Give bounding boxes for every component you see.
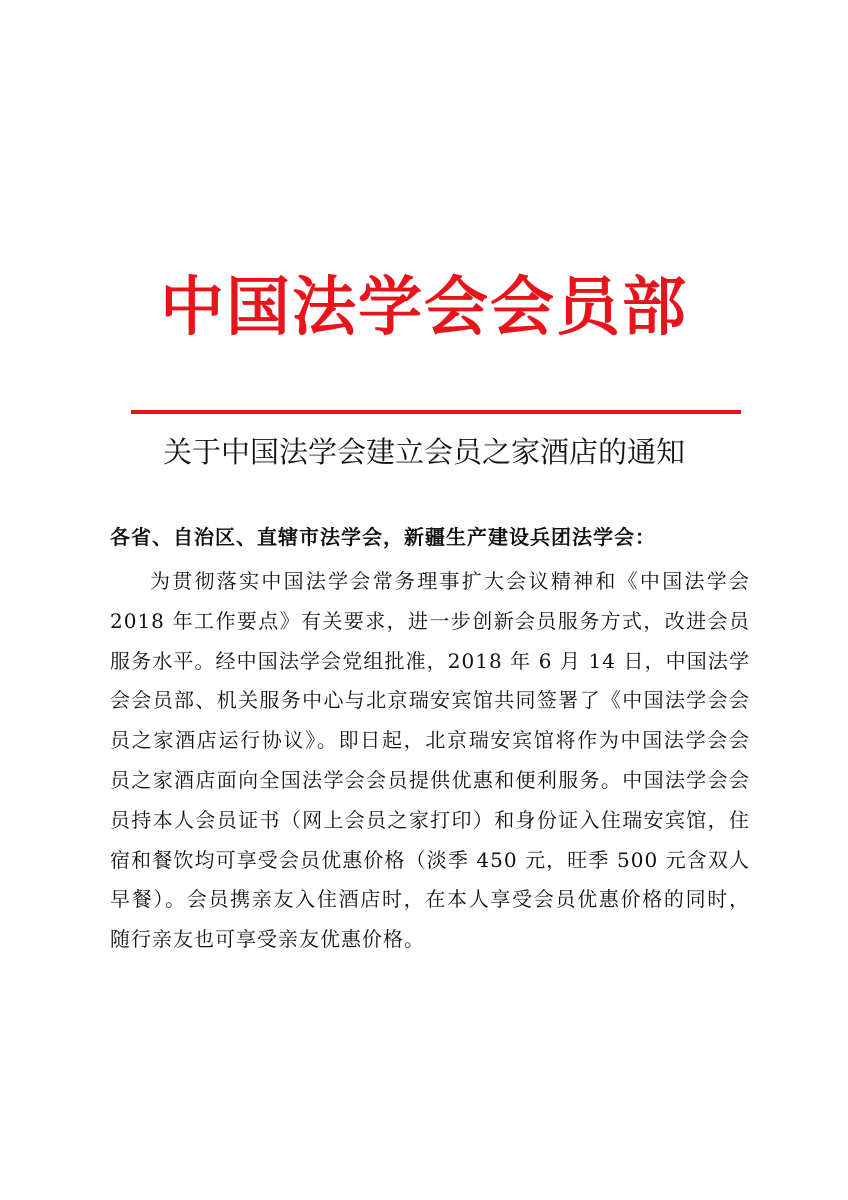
- notice-salutation: 各省、自治区、直辖市法学会，新疆生产建设兵团法学会：: [110, 525, 656, 549]
- letterhead-divider: [131, 410, 741, 414]
- letterhead-title: 中国法学会会员部: [160, 271, 688, 345]
- notice-title: 关于中国法学会建立会员之家酒店的通知: [162, 435, 685, 469]
- notice-body-paragraph: 为贯彻落实中国法学会常务理事扩大会议精神和《中国法学会 2018 年工作要点》有关要求，进一步创新会员服务方式，改进会员服务水平。经中国法学会党组批准，2018 年 6 月 14 日，中国法学会会员部、机关服务中心与北京瑞安宾馆共同签署了《中国法学会会员之家酒店运行协议》。即日起，北京瑞安宾馆将作为中国法学会会员之家酒店面向全国法学会会员提供优惠和便利服务。中国法学会会员持本人会员证书（网上会员之家打印）和身份证入住瑞安宾馆，住宿和餐饮均可享受会员优惠价格（淡季 450 元，旺季 500 元含双人早餐）。会员携亲友入住酒店时，在本人享受会员优惠价格的同时，随行亲友也可享受亲友优惠价格。: [110, 569, 750, 952]
